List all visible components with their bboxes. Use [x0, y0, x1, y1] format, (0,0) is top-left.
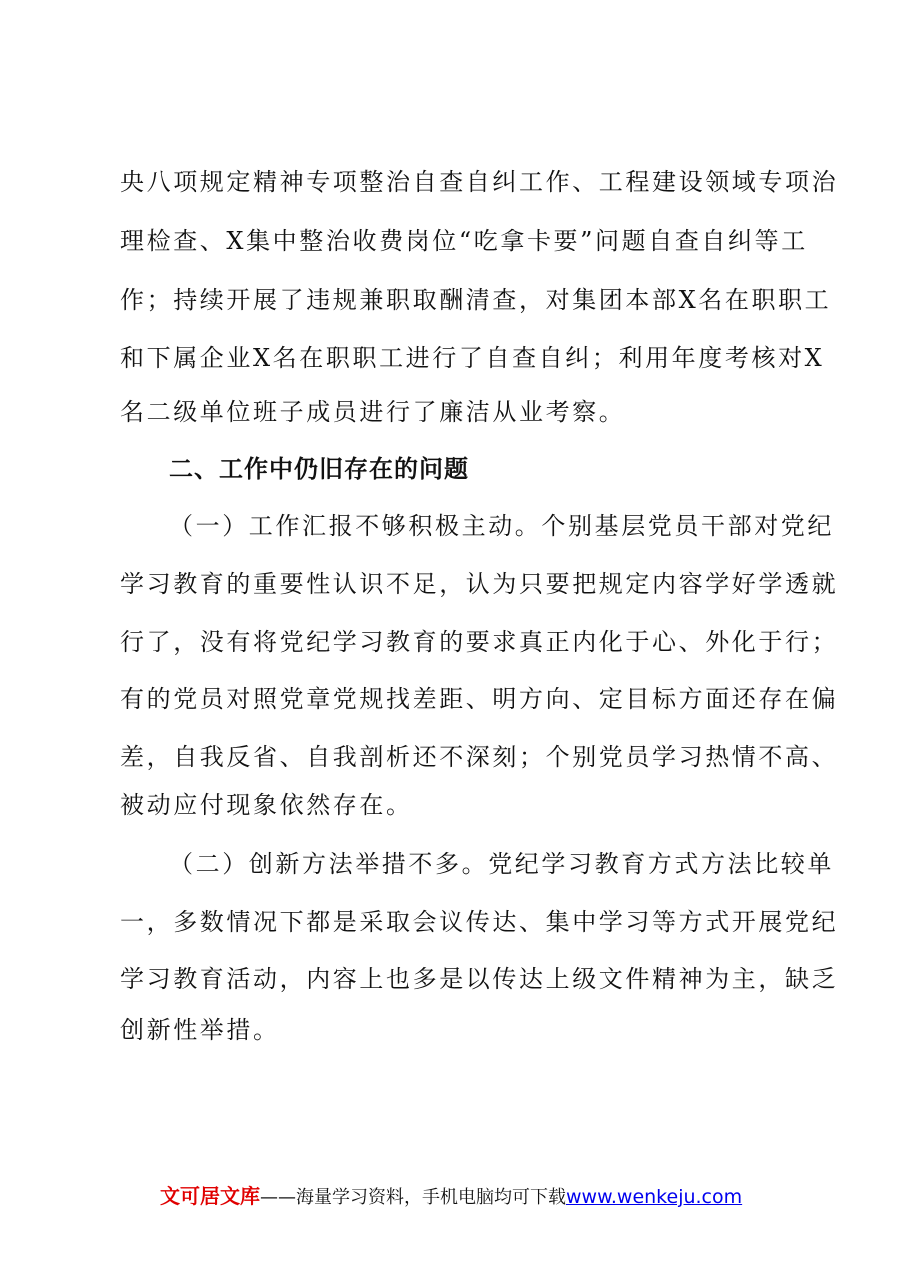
footer-url-link[interactable]: www.wenkeju.com [566, 1186, 743, 1208]
item-two-line: （二）创新方法举措不多。党纪学习教育方式方法比较单 [169, 850, 834, 878]
item-one-line: 行了，没有将党纪学习教育的要求真正内化于心、外化于行； [120, 628, 839, 656]
paragraph-line: 理检查、X集中整治收费岗位“吃拿卡要”问题自查自纠等工 [120, 227, 808, 255]
paragraph-line: 和下属企业X名在职职工进行了自查自纠；利用年度考核对X [120, 344, 825, 372]
item-two-line: 一，多数情况下都是采取会议传达、集中学习等方式开展党纪 [120, 908, 839, 936]
paragraph-line: 名二级单位班子成员进行了廉洁从业考察。 [120, 398, 626, 426]
paragraph-line: 央八项规定精神专项整治自查自纠工作、工程建设领域专项治 [120, 168, 839, 196]
item-one-line: 有的党员对照党章党规找差距、明方向、定目标方面还存在偏 [120, 685, 839, 713]
item-two-line: 学习教育活动，内容上也多是以传达上级文件精神为主，缺乏 [120, 965, 839, 993]
item-one-line: （一）工作汇报不够积极主动。个别基层党员干部对党纪 [169, 512, 834, 540]
item-one-line: 学习教育的重要性认识不足，认为只要把规定内容学好学透就 [120, 570, 839, 598]
item-one-line: 被动应付现象依然存在。 [120, 791, 413, 819]
paragraph-line: 作；持续开展了违规兼职取酬清查，对集团本部X名在职职工 [120, 286, 832, 314]
item-one-line: 差，自我反省、自我剖析还不深刻；个别党员学习热情不高、 [120, 743, 839, 771]
footer-banner [160, 1181, 742, 1211]
section-heading: 二、工作中仍旧存在的问题 [169, 455, 469, 483]
footer-tagline: ——海量学习资料，手机电脑均可下载 [260, 1187, 566, 1208]
footer-brand: 文可居文库 [160, 1184, 260, 1208]
item-two-line: 创新性举措。 [120, 1016, 280, 1044]
